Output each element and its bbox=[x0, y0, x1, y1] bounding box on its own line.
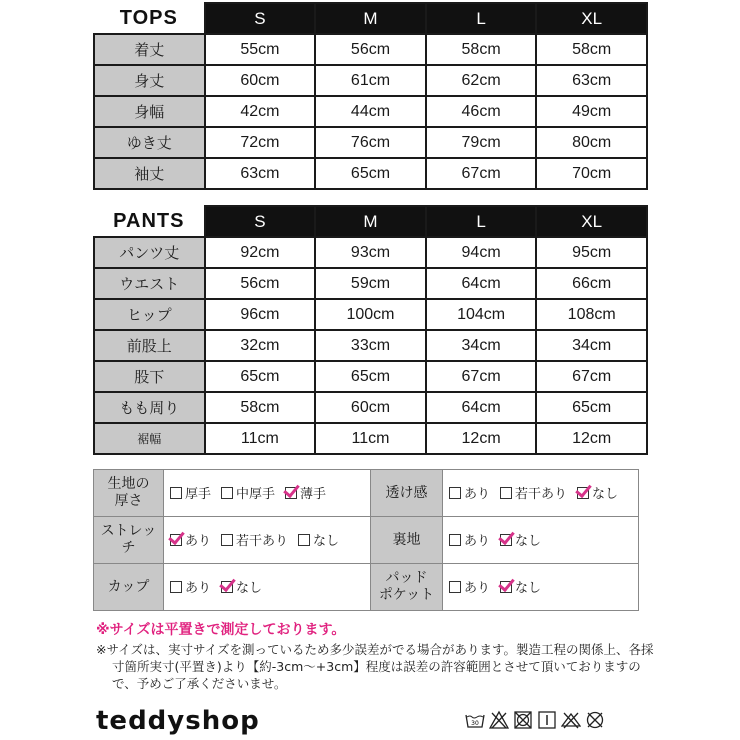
size-value: 11cm bbox=[315, 423, 426, 454]
row-label: パンツ丈 bbox=[94, 237, 205, 268]
size-value: 64cm bbox=[426, 392, 537, 423]
size-header-m: M bbox=[315, 3, 426, 34]
size-value: 65cm bbox=[205, 361, 316, 392]
thickness-options bbox=[164, 470, 371, 517]
size-value: 80cm bbox=[536, 127, 647, 158]
row-label: 前股上 bbox=[94, 330, 205, 361]
size-value: 66cm bbox=[536, 268, 647, 299]
option-label: なし bbox=[592, 487, 619, 503]
fabric-attributes-table bbox=[93, 469, 639, 611]
tops-row bbox=[94, 34, 647, 65]
pants-row bbox=[94, 268, 647, 299]
hang-dry-icon bbox=[537, 710, 557, 730]
unchecked-box-icon bbox=[221, 534, 233, 546]
checked-box-icon bbox=[500, 581, 512, 593]
size-value: 32cm bbox=[205, 330, 316, 361]
tops-row bbox=[94, 96, 647, 127]
size-value: 67cm bbox=[536, 361, 647, 392]
size-value: 59cm bbox=[315, 268, 426, 299]
option-label: 中厚手 bbox=[236, 487, 276, 503]
unchecked-box-icon bbox=[449, 581, 461, 593]
size-value: 76cm bbox=[315, 127, 426, 158]
size-value: 58cm bbox=[536, 34, 647, 65]
checkbox-option bbox=[449, 530, 490, 549]
size-value: 63cm bbox=[205, 158, 316, 189]
option-label: なし bbox=[313, 534, 340, 550]
tops-size-table bbox=[93, 2, 648, 190]
stretch-label: ストレッチ bbox=[94, 517, 164, 564]
brand-logo: teddyshop bbox=[96, 706, 260, 736]
pants-row bbox=[94, 361, 647, 392]
option-label: あり bbox=[185, 581, 212, 597]
size-header-l: L bbox=[426, 206, 537, 237]
size-value: 72cm bbox=[205, 127, 316, 158]
lining-label: 裏地 bbox=[371, 517, 443, 564]
checked-box-icon bbox=[500, 534, 512, 546]
unchecked-box-icon bbox=[170, 581, 182, 593]
checkbox-option bbox=[298, 530, 339, 549]
size-value: 104cm bbox=[426, 299, 537, 330]
size-header-xl: XL bbox=[536, 3, 647, 34]
option-label: あり bbox=[185, 534, 212, 550]
row-label: 裾幅 bbox=[94, 423, 205, 454]
size-value: 92cm bbox=[205, 237, 316, 268]
option-label: あり bbox=[464, 581, 491, 597]
sheer-options bbox=[443, 470, 639, 517]
size-value: 34cm bbox=[426, 330, 537, 361]
size-header-l: L bbox=[426, 3, 537, 34]
size-value: 58cm bbox=[205, 392, 316, 423]
size-value: 61cm bbox=[315, 65, 426, 96]
no-tumble-dry-icon bbox=[513, 710, 533, 730]
checkbox-option bbox=[285, 483, 326, 502]
option-label: 厚手 bbox=[185, 487, 212, 503]
size-value: 65cm bbox=[315, 361, 426, 392]
size-value: 64cm bbox=[426, 268, 537, 299]
size-value: 33cm bbox=[315, 330, 426, 361]
checkbox-option bbox=[221, 577, 262, 596]
row-label: 身丈 bbox=[94, 65, 205, 96]
size-value: 70cm bbox=[536, 158, 647, 189]
size-value: 67cm bbox=[426, 158, 537, 189]
size-value: 60cm bbox=[205, 65, 316, 96]
size-value: 60cm bbox=[315, 392, 426, 423]
size-value: 56cm bbox=[315, 34, 426, 65]
option-label: なし bbox=[515, 581, 542, 597]
pants-title: PANTS bbox=[94, 206, 205, 237]
unchecked-box-icon bbox=[170, 487, 182, 499]
pants-row bbox=[94, 423, 647, 454]
option-label: 薄手 bbox=[300, 487, 327, 503]
unchecked-box-icon bbox=[449, 534, 461, 546]
size-value: 42cm bbox=[205, 96, 316, 127]
size-header-s: S bbox=[205, 3, 316, 34]
size-value: 58cm bbox=[426, 34, 537, 65]
size-value: 56cm bbox=[205, 268, 316, 299]
size-value: 96cm bbox=[205, 299, 316, 330]
checkbox-option bbox=[449, 577, 490, 596]
wash-30-icon bbox=[465, 710, 485, 730]
option-label: 若干あり bbox=[515, 487, 568, 503]
no-dry-clean-icon bbox=[561, 710, 581, 730]
checked-box-icon bbox=[285, 487, 297, 499]
thickness-label: 生地の 厚さ bbox=[94, 470, 164, 517]
sheer-label: 透け感 bbox=[371, 470, 443, 517]
pad-pocket-label: パッド ポケット bbox=[371, 564, 443, 611]
checkbox-option bbox=[577, 483, 618, 502]
unchecked-box-icon bbox=[449, 487, 461, 499]
size-value: 79cm bbox=[426, 127, 537, 158]
care-icons bbox=[465, 710, 605, 730]
checkbox-option bbox=[170, 577, 211, 596]
size-header-s: S bbox=[205, 206, 316, 237]
size-value: 67cm bbox=[426, 361, 537, 392]
size-value: 34cm bbox=[536, 330, 647, 361]
row-label: 袖丈 bbox=[94, 158, 205, 189]
checkbox-option bbox=[170, 483, 211, 502]
tops-row bbox=[94, 127, 647, 158]
size-value: 44cm bbox=[315, 96, 426, 127]
tops-title: TOPS bbox=[94, 3, 205, 34]
pad-pocket-options bbox=[443, 564, 639, 611]
size-value: 94cm bbox=[426, 237, 537, 268]
size-value: 62cm bbox=[426, 65, 537, 96]
checkbox-option bbox=[500, 483, 567, 502]
tops-row bbox=[94, 65, 647, 96]
tops-row bbox=[94, 158, 647, 189]
row-label: ゆき丈 bbox=[94, 127, 205, 158]
size-value: 55cm bbox=[205, 34, 316, 65]
checked-box-icon bbox=[170, 534, 182, 546]
size-value: 100cm bbox=[315, 299, 426, 330]
tops-rows bbox=[94, 34, 647, 189]
lining-options bbox=[443, 517, 639, 564]
row-label: ウエスト bbox=[94, 268, 205, 299]
row-label: 着丈 bbox=[94, 34, 205, 65]
option-label: あり bbox=[464, 487, 491, 503]
pants-size-table bbox=[93, 205, 648, 455]
size-value: 12cm bbox=[426, 423, 537, 454]
row-label: 身幅 bbox=[94, 96, 205, 127]
option-label: なし bbox=[236, 581, 263, 597]
notes bbox=[96, 622, 656, 692]
size-value: 12cm bbox=[536, 423, 647, 454]
row-label: 股下 bbox=[94, 361, 205, 392]
cup-label: カップ bbox=[94, 564, 164, 611]
stretch-options bbox=[164, 517, 371, 564]
row-label: もも周り bbox=[94, 392, 205, 423]
size-value: 65cm bbox=[315, 158, 426, 189]
no-dry-clean-circle-icon bbox=[585, 710, 605, 730]
option-label: 若干あり bbox=[236, 534, 289, 550]
checkbox-option bbox=[221, 530, 288, 549]
pants-row bbox=[94, 330, 647, 361]
checkbox-option bbox=[221, 483, 275, 502]
pants-rows bbox=[94, 237, 647, 454]
size-value: 46cm bbox=[426, 96, 537, 127]
svg-text:30: 30 bbox=[471, 720, 479, 727]
size-value: 49cm bbox=[536, 96, 647, 127]
size-header-m: M bbox=[315, 206, 426, 237]
checked-box-icon bbox=[577, 487, 589, 499]
note-body: ※サイズは、実寸サイズを測っているため多少誤差がでる場合があります。製造工程の関係上、各採寸箇所実寸(平置き)より【約-3cm〜+3cm】程度は誤差の許容範囲とさせて頂いておりますので、予めご了承くださいませ。 bbox=[96, 642, 654, 691]
size-value: 95cm bbox=[536, 237, 647, 268]
unchecked-box-icon bbox=[221, 487, 233, 499]
pants-row bbox=[94, 299, 647, 330]
no-bleach-icon bbox=[489, 710, 509, 730]
size-value: 108cm bbox=[536, 299, 647, 330]
unchecked-box-icon bbox=[298, 534, 310, 546]
size-value: 63cm bbox=[536, 65, 647, 96]
unchecked-box-icon bbox=[500, 487, 512, 499]
size-value: 93cm bbox=[315, 237, 426, 268]
pants-row bbox=[94, 237, 647, 268]
option-label: なし bbox=[515, 534, 542, 550]
size-value: 65cm bbox=[536, 392, 647, 423]
pants-row bbox=[94, 392, 647, 423]
checkbox-option bbox=[449, 483, 490, 502]
size-value: 11cm bbox=[205, 423, 316, 454]
option-label: あり bbox=[464, 534, 491, 550]
checkbox-option bbox=[170, 530, 211, 549]
checkbox-option bbox=[500, 530, 541, 549]
cup-options bbox=[164, 564, 371, 611]
checkbox-option bbox=[500, 577, 541, 596]
checked-box-icon bbox=[221, 581, 233, 593]
row-label: ヒップ bbox=[94, 299, 205, 330]
size-header-xl: XL bbox=[536, 206, 647, 237]
note-headline: ※サイズは平置きで測定しております。 bbox=[96, 622, 346, 638]
